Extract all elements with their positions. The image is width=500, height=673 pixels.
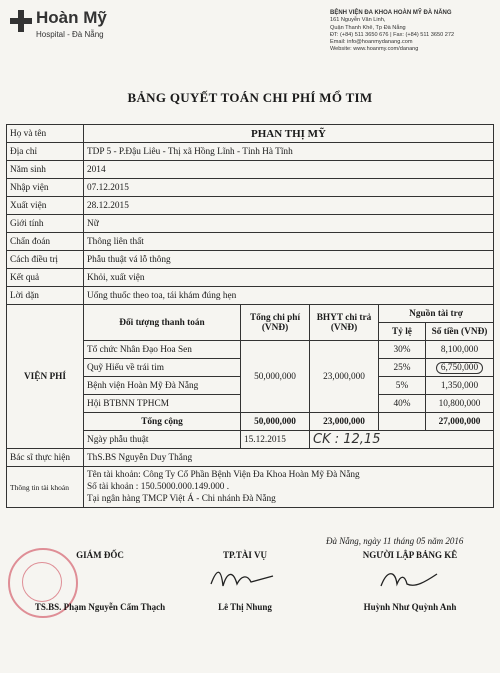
col-amount: Số tiền (VNĐ): [426, 323, 494, 341]
sum-amount: 27,000,000: [426, 413, 494, 431]
sum-bhyt: 23,000,000: [310, 413, 379, 431]
sponsor-amount: 1,350,000: [426, 377, 494, 395]
finance-signature-scribble: [207, 564, 277, 592]
preparer-signature: [335, 550, 485, 612]
hospital-email: Email: info@hoanmydanang.com: [330, 39, 413, 46]
row-result: [7, 269, 494, 287]
account-name: Tên tài khoản: Công Ty Cổ Phần Bệnh Viện Đa Khoa Hoàn Mỹ Đà Nẵng: [87, 470, 360, 480]
patient-result: Khỏi, xuất viện: [84, 269, 494, 287]
patient-discharge: 28.12.2015: [84, 197, 494, 215]
letterhead: [0, 0, 500, 70]
sponsor-rate: 5%: [379, 377, 426, 395]
preparer-name: Huỳnh Như Quỳnh Anh: [363, 602, 457, 612]
total-cost: 50,000,000: [241, 341, 310, 413]
fees-header-row: [7, 305, 494, 323]
row-birth: [7, 161, 494, 179]
label-name: Họ và tên: [7, 125, 84, 143]
label-discharge: Xuất viện: [7, 197, 84, 215]
surgery-handnote: CK : 12,15: [313, 432, 381, 447]
sponsor-amount: 10,800,000: [426, 395, 494, 413]
col-total: Tổng chi phí (VNĐ): [241, 305, 310, 341]
col-rate: Tỷ lệ: [379, 323, 426, 341]
patient-diagnosis: Thông liên thất: [84, 233, 494, 251]
label-surgery-date: Ngày phẫu thuật: [84, 431, 241, 449]
cross-icon: [10, 10, 32, 32]
label-account: Thông tin tài khoản: [7, 467, 84, 508]
sponsor-rate: 30%: [379, 341, 426, 359]
label-gender: Giới tính: [7, 215, 84, 233]
hospital-contact: [330, 10, 498, 54]
sum-label: Tổng cộng: [84, 413, 241, 431]
row-doctor: [7, 449, 494, 467]
patient-address: TDP 5 - P.Đậu Liêu - Thị xã Hồng Lĩnh - Tỉnh Hà Tĩnh: [84, 143, 494, 161]
label-advice: Lời dặn: [7, 287, 84, 305]
col-sponsor: Nguồn tài trợ: [379, 305, 494, 323]
row-name: [7, 125, 494, 143]
sponsor-name: Hội BTBNN TPHCM: [84, 395, 241, 413]
finance-name: Lê Thị Nhung: [218, 602, 272, 612]
row-treatment: [7, 251, 494, 269]
label-birth: Năm sinh: [7, 161, 84, 179]
patient-gender: Nữ: [84, 215, 494, 233]
hospital-website: Website: www.hoanmy.com/danang: [330, 46, 419, 53]
label-doctor: Bác sĩ thực hiện: [7, 449, 84, 467]
surgery-date: 15.12.2015: [241, 431, 310, 449]
sponsor-name: Quỹ Hiếu về trái tim: [84, 359, 241, 377]
settlement-table: [6, 124, 494, 508]
account-number: Số tài khoản : 150.5000.000.149.000 .: [87, 482, 230, 492]
director-name: TS.BS. Phạm Nguyễn Cẩm Thạch: [34, 602, 166, 612]
surgery-handnote-cell: [310, 431, 494, 449]
col-payer: Đối tượng thanh toán: [84, 305, 241, 341]
director-signature: [20, 550, 180, 612]
hospital-name: BỆNH VIỆN ĐA KHOA HOÀN MỸ ĐÀ NẴNG: [330, 10, 452, 16]
surgery-doctor: ThS.BS Nguyễn Duy Thắng: [84, 449, 494, 467]
sponsor-name: Bệnh viện Hoàn Mỹ Đà Nẵng: [84, 377, 241, 395]
fees-section-label: VIỆN PHÍ: [7, 305, 84, 449]
row-account: [7, 467, 494, 508]
row-discharge: [7, 197, 494, 215]
patient-advice: Uống thuốc theo toa, tái khám đúng hẹn: [84, 287, 494, 305]
account-bank: Tại ngân hàng TMCP Việt Á - Chi nhánh Đà Nẵng: [87, 494, 276, 504]
preparer-title: NGƯỜI LẬP BẢNG KÊ: [362, 550, 458, 560]
patient-birth: 2014: [84, 161, 494, 179]
sponsor-amount: 6,750,000: [436, 362, 483, 374]
sponsor-amount-circled: [426, 359, 494, 377]
logo-subtitle: Hospital - Đà Nẵng: [36, 30, 104, 39]
sum-rate-empty: [379, 413, 426, 431]
sponsor-rate: 40%: [379, 395, 426, 413]
sponsor-rate: 25%: [379, 359, 426, 377]
hospital-address-2: Quận Thanh Khê, Tp Đà Nẵng: [330, 24, 406, 31]
row-advice: [7, 287, 494, 305]
director-title: GIÁM ĐỐC: [76, 550, 124, 560]
row-admit: [7, 179, 494, 197]
account-info: [84, 467, 494, 508]
row-address: [7, 143, 494, 161]
document-title: BẢNG QUYẾT TOÁN CHI PHÍ MỔ TIM: [127, 90, 373, 105]
finance-title: TP.TÀI VỤ: [222, 550, 267, 560]
hospital-logo: [10, 8, 160, 48]
sum-total: 50,000,000: [241, 413, 310, 431]
col-bhyt: BHYT chi trả (VNĐ): [310, 305, 379, 341]
patient-treatment: Phẫu thuật vá lỗ thông: [84, 251, 494, 269]
label-diagnosis: Chẩn đoán: [7, 233, 84, 251]
sponsor-name: Tổ chức Nhân Đạo Hoa Sen: [84, 341, 241, 359]
patient-name: PHAN THỊ MỸ: [84, 125, 494, 143]
label-treatment: Cách điều trị: [7, 251, 84, 269]
label-result: Kết quả: [7, 269, 84, 287]
label-admit: Nhập viện: [7, 179, 84, 197]
row-diagnosis: [7, 233, 494, 251]
sponsor-amount: 8,100,000: [426, 341, 494, 359]
logo-name: Hoàn Mỹ: [36, 8, 107, 27]
row-gender: [7, 215, 494, 233]
finance-signature: [185, 550, 305, 612]
label-address: Địa chỉ: [7, 143, 84, 161]
hospital-phone: ĐT: (+84) 511 3650 676 | Fax: (+84) 511 3650 272: [330, 31, 455, 38]
preparer-signature-scribble: [375, 564, 445, 592]
hospital-address-1: 161 Nguyễn Văn Linh,: [330, 17, 386, 24]
bhyt-paid: 23,000,000: [310, 341, 379, 413]
signing-date: Đà Nẵng, ngày 11 tháng 05 năm 2016: [326, 536, 464, 546]
patient-admit: 07.12.2015: [84, 179, 494, 197]
